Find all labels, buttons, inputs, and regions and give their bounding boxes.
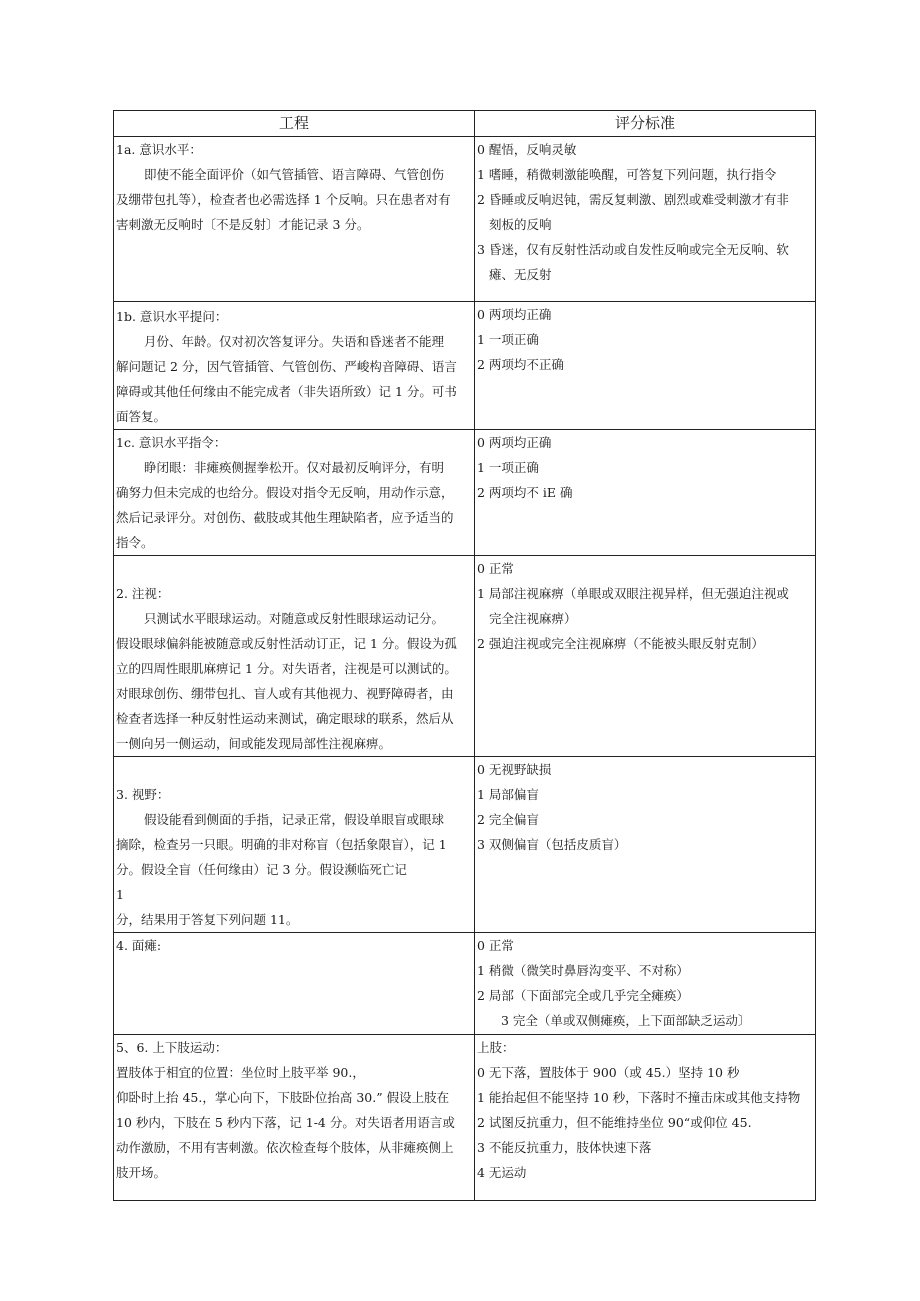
item-text: 害刺激无反响时〔不是反射〕才能记录 3 分。 xyxy=(116,217,370,232)
item-text: 1 xyxy=(116,887,124,902)
criteria-cell-1c xyxy=(475,430,816,556)
table-row-1c xyxy=(114,430,816,556)
item-cell-1b xyxy=(114,302,475,430)
item-title: 2. 注视： xyxy=(116,586,170,601)
criteria-line: 完全注视麻痹） xyxy=(489,611,577,626)
criteria-line: 0 两项均正确 xyxy=(477,435,552,450)
criteria-line: 2 完全偏盲 xyxy=(477,812,539,827)
item-text: 一侧向另一侧运动，间或能发现局部性注视麻痹。 xyxy=(116,736,392,751)
scoring-table-page xyxy=(113,110,815,1201)
criteria-cell-4 xyxy=(475,933,816,1035)
criteria-line: 2 昏睡或反响迟钝，需反复刺激、剧烈或难受刺激才有非 xyxy=(477,192,789,207)
criteria-line: 1 局部偏盲 xyxy=(477,787,539,802)
item-title: 1a. 意识水平： xyxy=(116,142,202,157)
criteria-line: 0 正常 xyxy=(477,938,514,953)
item-text: 分，结果用于答复下列问题 11。 xyxy=(116,912,299,927)
criteria-line: 3 双侧偏盲（包括皮质盲） xyxy=(477,837,627,852)
item-text: 即使不能全面评价（如气管插管、语言障碍、气管创伤 xyxy=(144,167,445,182)
criteria-line: 2 两项均不 iE 确 xyxy=(477,485,573,500)
spacer xyxy=(116,757,472,782)
item-text: 假设眼球偏斜能被随意或反射性活动订正，记 1 分。假设为孤 xyxy=(116,636,457,651)
item-text: 分。假设全盲（任何缘由）记 3 分。假设濒临死亡记 xyxy=(116,862,407,877)
item-text: 及绷带包扎等），检查者也必需选择 1 个反响。只在患者对有 xyxy=(116,192,451,207)
item-text: 确努力但未完成的也给分。假设对指令无反响，用动作示意， xyxy=(116,485,454,500)
item-text: 10 秒内，下肢在 5 秒内下落，记 1-4 分。对失语者用语言或 xyxy=(116,1115,455,1130)
item-cell-1a xyxy=(114,137,475,302)
item-text: 立的四周性眼肌麻痹记 1 分。对失语者，注视是可以测试的。 xyxy=(116,661,457,676)
criteria-line: 1 嗜睡，稍微刺激能唤醒，可答复下列问题，执行指令 xyxy=(477,167,777,182)
item-text: 只测试水平眼球运动。对随意或反射性眼球运动记分。 xyxy=(144,611,445,626)
table-row-1a xyxy=(114,137,816,302)
criteria-line: 0 无视野缺损 xyxy=(477,762,552,777)
criteria-cell-1a xyxy=(475,137,816,302)
table-row-2 xyxy=(114,556,816,757)
item-text: 肢开场。 xyxy=(116,1165,167,1180)
item-title: 4. 面瘫: xyxy=(116,938,162,953)
table-header-row xyxy=(114,111,816,137)
item-text: 月份、年龄。仅对初次答复评分。失语和昏迷者不能理 xyxy=(144,334,445,349)
criteria-line: 2 局部（下面部完全或几乎完全瘫痪） xyxy=(477,988,689,1003)
table-row-5-6 xyxy=(114,1035,816,1201)
item-text: 面答复。 xyxy=(116,409,167,424)
item-text: 仰卧时上抬 45.，掌心向下，下肢卧位抬高 30.” 假设上肢在 xyxy=(116,1090,450,1105)
criteria-line: 2 两项均不正确 xyxy=(477,357,564,372)
item-cell-3 xyxy=(114,757,475,933)
item-title: 1c. 意识水平指令： xyxy=(116,435,227,450)
criteria-line: 1 一项正确 xyxy=(477,332,539,347)
criteria-cell-3 xyxy=(475,757,816,933)
item-title: 1b. 意识水平提问： xyxy=(116,309,228,324)
criteria-line: 3 昏迷，仅有反射性活动或自发性反响或完全无反响、软 xyxy=(477,242,789,257)
criteria-line: 2 强迫注视或完全注视麻痹（不能被头眼反射克制） xyxy=(477,636,764,651)
table-row-1b xyxy=(114,302,816,430)
criteria-line: 刻板的反响 xyxy=(489,217,552,232)
item-text: 检查者选择一种反射性运动来测试，确定眼球的联系，然后从 xyxy=(116,711,454,726)
criteria-line: 0 正常 xyxy=(477,561,514,576)
item-text: 摘除，检查另一只眼。明确的非对称盲（包括象限盲），记 1 xyxy=(116,837,447,852)
item-cell-5-6 xyxy=(114,1035,475,1201)
item-cell-2 xyxy=(114,556,475,757)
item-text: 然后记录评分。对创伤、截肢或其他生理缺陷者，应予适当的 xyxy=(116,510,454,525)
item-text: 对眼球创伤、绷带包扎、盲人或有其他视力、视野障碍者，由 xyxy=(116,686,454,701)
nihss-scoring-table xyxy=(113,110,816,1201)
criteria-line: 3 不能反抗重力，肢体快速下落 xyxy=(477,1140,652,1155)
item-text: 睁闭眼：非瘫痪侧握拳松开。仅对最初反响评分，有明 xyxy=(144,460,445,475)
table-row-3 xyxy=(114,757,816,933)
item-title: 5、6. 上下肢运动： xyxy=(116,1040,228,1055)
item-text: 障碍或其他任何缘由不能完成者（非失语所致）记 1 分。可书 xyxy=(116,384,457,399)
criteria-line: 0 醒悟，反响灵敏 xyxy=(477,142,577,157)
criteria-cell-1b xyxy=(475,302,816,430)
item-cell-1c xyxy=(114,430,475,556)
criteria-line: 0 两项均正确 xyxy=(477,307,552,322)
item-text: 假设能看到侧面的手指，记录正常，假设单眼盲或眼球 xyxy=(144,812,445,827)
criteria-line: 3 完全（单或双侧瘫痪，上下面部缺乏运动〕 xyxy=(501,1013,751,1028)
spacer xyxy=(116,556,472,581)
item-title: 3. 视野： xyxy=(116,787,170,802)
item-text: 指令。 xyxy=(116,535,154,550)
header-item: 工程 xyxy=(114,111,475,137)
criteria-line: 1 一项正确 xyxy=(477,460,539,475)
criteria-line: 4 无运动 xyxy=(477,1165,527,1180)
item-text: 动作激励，不用有害刺激。依次检查每个肢体，从非瘫痪侧上 xyxy=(116,1140,454,1155)
table-row-4 xyxy=(114,933,816,1035)
criteria-line: 1 能抬起但不能坚持 10 秒，下落时不撞击床或其他支持物 xyxy=(477,1090,801,1105)
criteria-line: 2 试图反抗重力，但不能维持坐位 90“或仰位 45. xyxy=(477,1115,752,1130)
criteria-cell-2 xyxy=(475,556,816,757)
criteria-cell-5-6 xyxy=(475,1035,816,1201)
header-criteria: 评分标准 xyxy=(475,111,816,137)
criteria-line: 0 无下落，置肢体于 900（或 45.）坚持 10 秒 xyxy=(477,1065,740,1080)
item-text: 解问题记 2 分，因气管插管、气管创伤、严峻构音障碍、语言 xyxy=(116,359,457,374)
criteria-line: 瘫、无反射 xyxy=(489,267,552,282)
item-cell-4 xyxy=(114,933,475,1035)
criteria-line: 上肢： xyxy=(477,1040,515,1055)
criteria-line: 1 稍微（微笑时鼻唇沟变平、不对称） xyxy=(477,963,689,978)
item-text: 置肢体于相宜的位置：坐位时上肢平举 90.， xyxy=(116,1065,365,1080)
criteria-line: 1 局部注视麻痹（单眼或双眼注视异样，但无强迫注视或 xyxy=(477,586,789,601)
